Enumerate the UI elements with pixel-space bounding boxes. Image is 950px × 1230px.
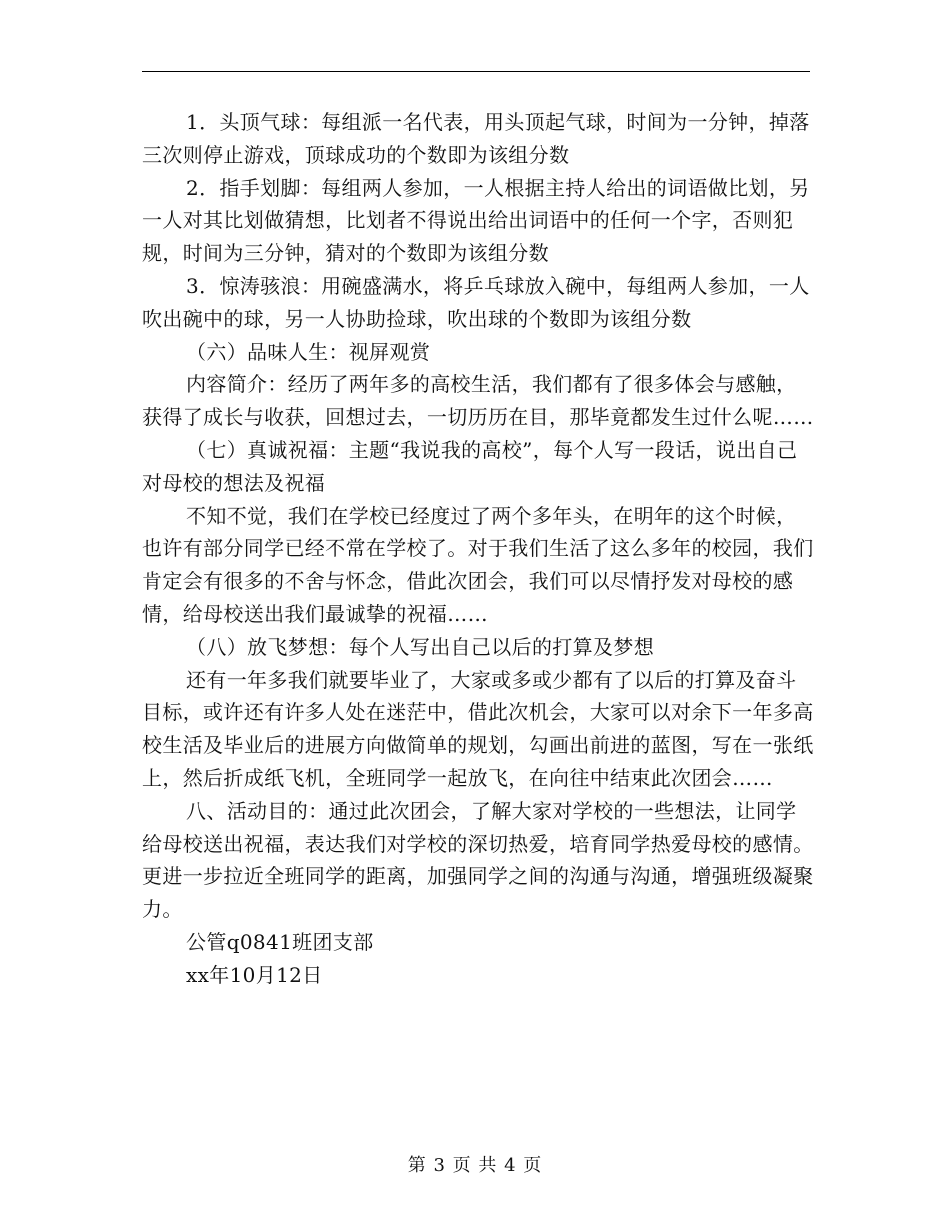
section-6-heading: （六）品味人生：视屏观赏 — [186, 339, 431, 364]
activity-purpose: 八、活动目的：通过此次团会，了解大家对学校的一些想法，让同学给母校送出祝福，表达我们对学校的深切热爱，培育同学热爱母校的感情。更进一步拉近全班同学的距离，加强同学之间的沟通与沟通，增强班级凝聚力。 — [142, 798, 814, 922]
section-8-heading: （八）放飞梦想：每个人写出自己以后的打算及梦想 — [186, 634, 655, 659]
document-body — [142, 106, 814, 992]
signature-organization: 公管q0841班团支部 — [186, 929, 374, 954]
game-item-1: 1．头顶气球：每组派一名代表，用头顶起气球，时间为一分钟，掉落三次则停止游戏，顶球成功的个数即为该组分数 — [142, 110, 810, 167]
section-7-content: 不知不觉，我们在学校已经度过了两个多年头，在明年的这个时候，也许有部分同学已经不常在学校了。对于我们生活了这么多年的校园，我们肯定会有很多的不舍与怀念，借此次团会，我们可以尽情抒发对母校的感情，给母校送出我们最诚挚的祝福…… — [142, 503, 814, 626]
section-6-content: 内容简介：经历了两年多的高校生活，我们都有了很多体会与感触，获得了成长与收获，回想过去，一切历历在目，那毕竟都发生过什么呢…… — [142, 372, 814, 430]
page-footer: 第 3 页 共 4 页 — [407, 1155, 543, 1176]
section-8-content: 还有一年多我们就要毕业了，大家或多或少都有了以后的打算及奋斗目标，或许还有许多人处在迷茫中，借此次机会，大家可以对余下一年多高校生活及毕业后的进展方向做简单的规划，勾画出前进的蓝图，写在一张纸上，然后折成纸飞机，全班同学一起放飞，在向往中结束此次团会…… — [142, 667, 814, 790]
game-item-2: 2．指手划脚：每组两人参加，一人根据主持人给出的词语做比划，另一人对其比划做猜想，比划者不得说出给出词语中的任何一个字，否则犯规，时间为三分钟，猜对的个数即为该组分数 — [142, 175, 810, 266]
game-item-3: 3．惊涛骇浪：用碗盛满水，将乒乓球放入碗中，每组两人参加，一人吹出碗中的球，另一人协助捡球，吹出球的个数即为该组分数 — [142, 273, 810, 331]
signature-date: xx年10月12日 — [186, 962, 323, 987]
section-7-heading: （七）真诚祝福：主题“我说我的高校”，每个人写一段话，说出自己对母校的想法及祝福 — [142, 437, 798, 495]
header-rule — [142, 71, 810, 72]
